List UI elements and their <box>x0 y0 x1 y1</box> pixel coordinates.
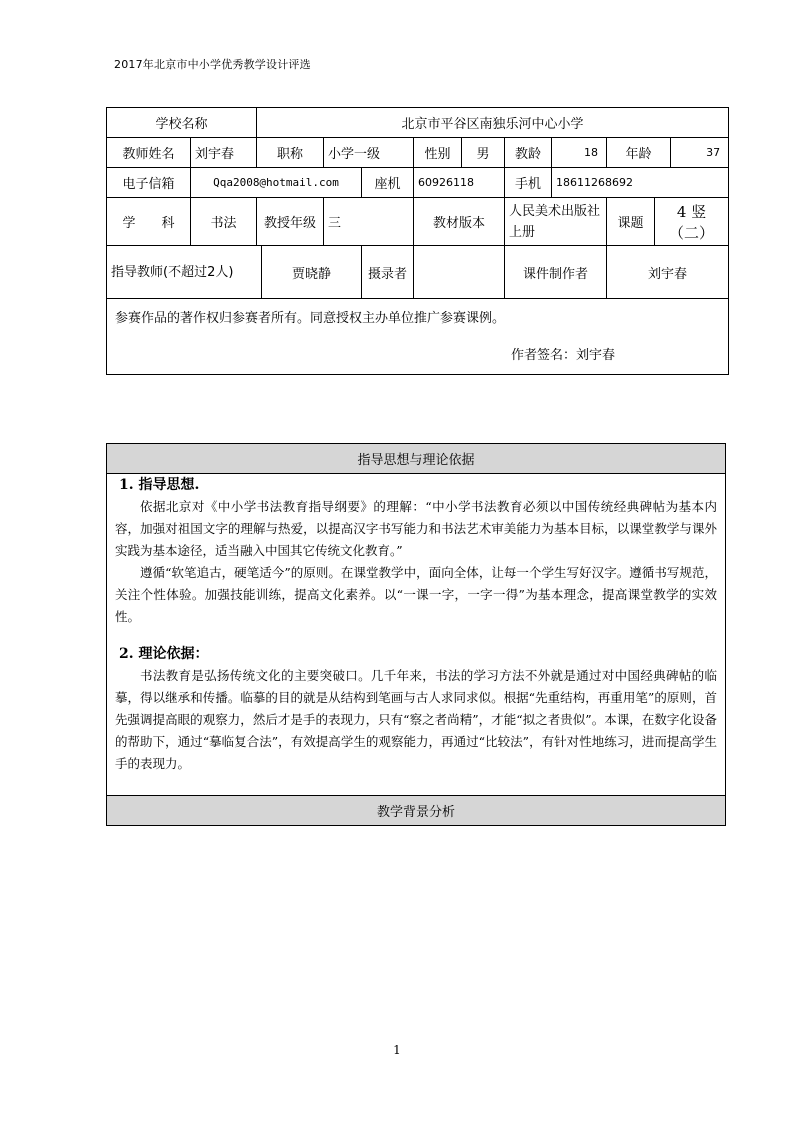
page-header: 2017年北京市中小学优秀教学设计评选 <box>114 58 311 71</box>
guiding-theory-content <box>107 474 726 796</box>
advisor-label: 指导教师(不超过2人) <box>107 246 262 299</box>
subject-label: 学 科 <box>107 198 191 246</box>
lesson-label: 课题 <box>607 198 655 246</box>
age-value: 37 <box>671 138 729 168</box>
paragraph-theory: 书法教育是弘扬传统文化的主要突破口。几千年来，书法的学习方法不外就是通过对中国经典碑帖的临摹，得以继承和传播。临摹的目的就是从结构到笔画与古人求同求似。根据“先重结构，再重用笔”的原则，首先强调提高眼的观察力，然后才是手的表现力，只有“察之者尚精”，才能“拟之者贵似”。本课，在数字化设备的帮助下，通过“摹临复合法”，有效提高学生的观察能力，再通过“比较法”，有针对性地练习，进而提高学生手的表现力。 <box>115 668 717 771</box>
heading-guiding-thought: 1. 指导思想. <box>119 477 200 493</box>
courseware-value: 刘宇春 <box>607 246 729 299</box>
teaching-years-value: 18 <box>552 138 607 168</box>
grade-label: 教授年级 <box>257 198 324 246</box>
author-signature: 作者签名：刘宇春 <box>511 348 616 363</box>
textbook-value: 人民美术出版社 上册 <box>505 198 607 246</box>
teacher-name-label: 教师姓名 <box>107 138 191 168</box>
section-title-background-analysis: 教学背景分析 <box>107 796 726 826</box>
teacher-info-table <box>106 107 729 375</box>
job-title-value: 小学一级 <box>324 138 414 168</box>
page-number: 1 <box>393 1043 401 1057</box>
guiding-theory-table <box>106 443 726 826</box>
textbook-label: 教材版本 <box>414 198 505 246</box>
age-label: 年龄 <box>607 138 671 168</box>
subject-value: 书法 <box>191 198 257 246</box>
courseware-label: 课件制作者 <box>505 246 607 299</box>
teaching-years-label: 教龄 <box>505 138 552 168</box>
consent-cell <box>107 299 729 375</box>
grade-value: 三 <box>324 198 414 246</box>
consent-text: 参赛作品的著作权归参赛者所有。同意授权主办单位推广参赛课例。 <box>115 311 506 326</box>
job-title-label: 职称 <box>257 138 324 168</box>
email-label: 电子信箱 <box>107 168 191 198</box>
paragraph-principle: 遵循“软笔追古，硬笔适今”的原则。在课堂教学中，面向全体，让每一个学生写好汉字。遵循书写规范，关注个性体验。加强技能训练，提高文化素养。以“一课一字，一字一得”为基本理念，提高课堂教学的实效性。 <box>115 565 717 624</box>
lesson-value: 4 竖（二） <box>655 198 729 246</box>
recorder-label: 摄录者 <box>362 246 414 299</box>
mobile-label: 手机 <box>505 168 552 198</box>
school-value: 北京市平谷区南独乐河中心小学 <box>257 108 729 138</box>
email-value: Qqa2008@hotmail.com <box>191 168 362 198</box>
advisor-value: 贾晓静 <box>262 246 362 299</box>
landline-label: 座机 <box>362 168 414 198</box>
heading-theory-basis: 2. 理论依据： <box>119 646 209 662</box>
teacher-name-value: 刘宇春 <box>191 138 257 168</box>
landline-value: 60926118 <box>414 168 505 198</box>
gender-value: 男 <box>462 138 505 168</box>
gender-label: 性别 <box>414 138 462 168</box>
paragraph-guideline: 依据北京对《中小学书法教育指导纲要》的理解：“中小学书法教育必须以中国传统经典碑帖为基本内容，加强对祖国文字的理解与热爱，以提高汉字书写能力和书法艺术审美能力为基本目标，以课堂教学与课外实践为基本途径，适当融入中国其它传统文化教育。” <box>115 499 717 558</box>
section-title-guiding-theory: 指导思想与理论依据 <box>107 444 726 474</box>
recorder-value <box>414 246 505 299</box>
school-label: 学校名称 <box>107 108 257 138</box>
mobile-value: 18611268692 <box>552 168 729 198</box>
